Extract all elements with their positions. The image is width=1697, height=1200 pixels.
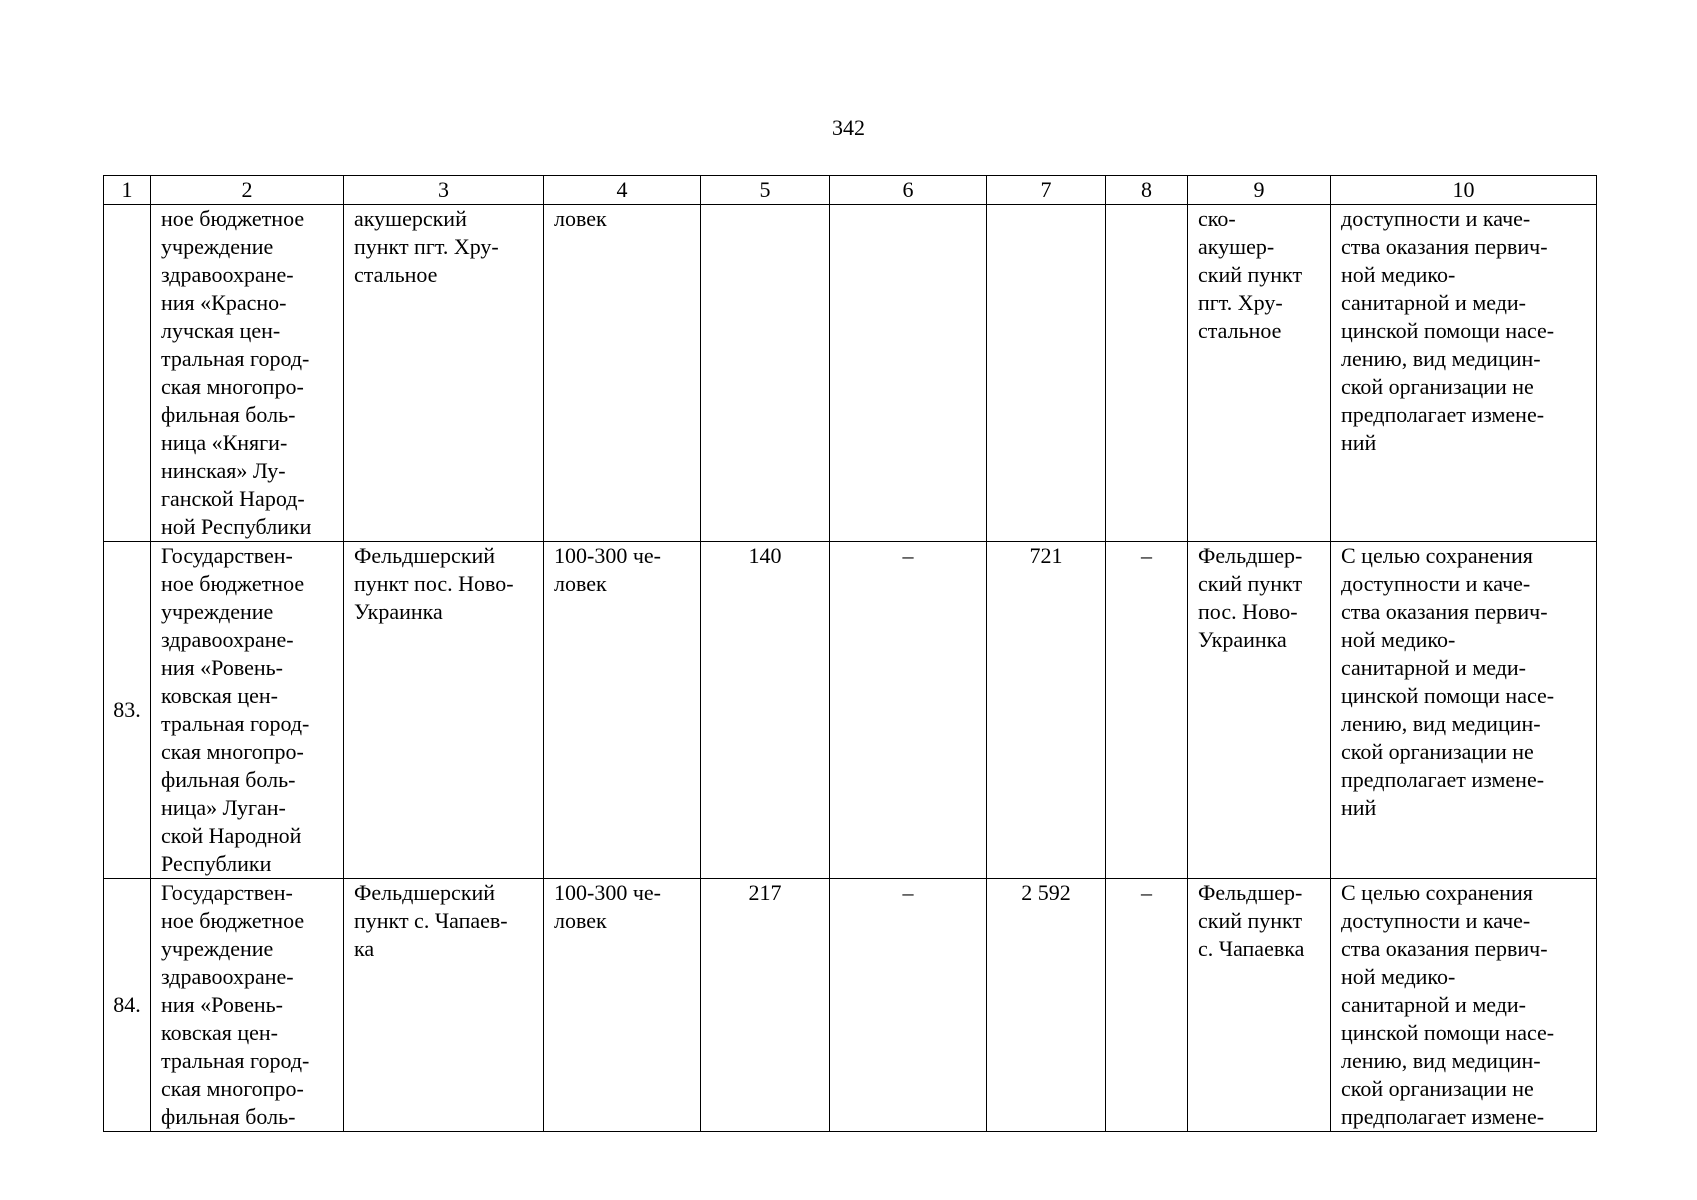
col6-cell: – <box>830 879 987 1132</box>
column-header: 4 <box>544 176 701 205</box>
column-header: 8 <box>1106 176 1188 205</box>
facility-cell: акушерский пункт пгт. Хру- стальное <box>344 205 544 542</box>
population-cell: 100-300 че- ловек <box>544 542 701 879</box>
reason-cell: С целью сохранения доступности и каче- ства оказания первич- ной медико- санитарной и меди- цинской помощи насе- лению, вид медицин- ской организации не предполагает измене- <box>1331 879 1597 1132</box>
column-header: 3 <box>344 176 544 205</box>
col7-cell <box>987 205 1106 542</box>
page-number: 342 <box>832 115 865 140</box>
column-header: 7 <box>987 176 1106 205</box>
column-header: 9 <box>1188 176 1331 205</box>
column-header-row <box>104 176 1597 205</box>
col8-cell: – <box>1106 879 1188 1132</box>
new-name-cell: ско- акушер- ский пункт пгт. Хру- стальное <box>1188 205 1331 542</box>
table-row <box>104 542 1597 879</box>
col5-cell: 217 <box>701 879 830 1132</box>
facility-cell: Фельдшерский пункт пос. Ново- Украинка <box>344 542 544 879</box>
col6-cell: – <box>830 542 987 879</box>
col5-cell: 140 <box>701 542 830 879</box>
table-row <box>104 879 1597 1132</box>
col7-cell: 721 <box>987 542 1106 879</box>
reason-cell: доступности и каче- ства оказания первич- ной медико- санитарной и меди- цинской помощи насе- лению, вид медицин- ской организации не предполагает измене- ний <box>1331 205 1597 542</box>
table-row <box>104 205 1597 542</box>
column-header: 6 <box>830 176 987 205</box>
col7-cell: 2 592 <box>987 879 1106 1132</box>
row-number <box>104 205 151 542</box>
reason-cell: С целью сохранения доступности и каче- ства оказания первич- ной медико- санитарной и меди- цинской помощи насе- лению, вид медицин- ской организации не предполагает измене- ний <box>1331 542 1597 879</box>
column-header: 10 <box>1331 176 1597 205</box>
new-name-cell: Фельдшер- ский пункт с. Чапаевка <box>1188 879 1331 1132</box>
row-number: 84. <box>104 879 151 1132</box>
col8-cell: – <box>1106 542 1188 879</box>
institution-cell: Государствен- ное бюджетное учреждение здравоохране- ния «Ровень- ковская цен- тральная город- ская многопро- фильная боль- ница» Луган- ской Народной Республики <box>151 542 344 879</box>
population-cell: ловек <box>544 205 701 542</box>
col8-cell <box>1106 205 1188 542</box>
data-table <box>103 175 1597 1132</box>
population-cell: 100-300 че- ловек <box>544 879 701 1132</box>
row-number: 83. <box>104 542 151 879</box>
column-header: 5 <box>701 176 830 205</box>
col5-cell <box>701 205 830 542</box>
column-header: 2 <box>151 176 344 205</box>
col6-cell <box>830 205 987 542</box>
new-name-cell: Фельдшер- ский пункт пос. Ново- Украинка <box>1188 542 1331 879</box>
column-header: 1 <box>104 176 151 205</box>
institution-cell: ное бюджетное учреждение здравоохране- ния «Красно- лучская цен- тральная город- ская многопро- фильная боль- ница «Княги- нинская» Лу- ганской Народ- ной Республики <box>151 205 344 542</box>
institution-cell: Государствен- ное бюджетное учреждение здравоохране- ния «Ровень- ковская цен- тральная город- ская многопро- фильная боль- <box>151 879 344 1132</box>
facility-cell: Фельдшерский пункт с. Чапаев- ка <box>344 879 544 1132</box>
